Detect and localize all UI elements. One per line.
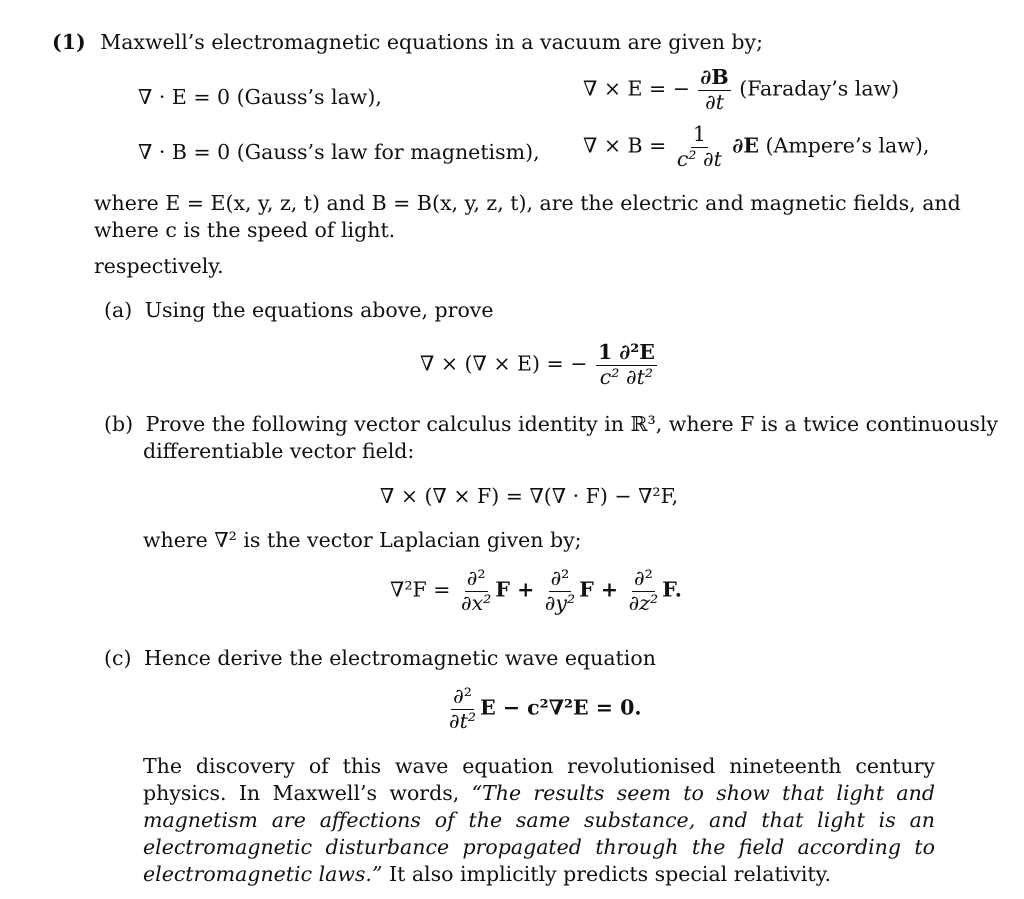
part-b-line-2: differentiable vector field:: [143, 439, 415, 463]
part-a: [104, 298, 494, 322]
part-c-label: (c): [104, 646, 132, 670]
part-b: [104, 412, 998, 436]
part-a-text: Using the equations above, prove: [144, 298, 494, 322]
discussion-paragraph: The discovery of this wave equation revolutionised nineteenth century physics. In Maxwell’s words, “The results seem to show that light and magnetism are affections of the same substance, and that light is an electromagnetic disturbance propagated through the field according to electromagnetic laws.” It also implicitly predicts special relativity.: [143, 754, 935, 886]
faraday-law-equation: ∇ × E = − $\frac{\partial B}{\partial t}$ (Faraday’s law): [583, 65, 900, 114]
where-line-3: respectively.: [94, 254, 224, 278]
wave-equation: $\frac{\text{∂²}}{\text{∂t²}}$ E − c²∇²E = 0.: [449, 684, 642, 733]
vector-identity-equation: ∇ × (∇ × F) = ∇(∇ · F) − ∇²F,: [380, 484, 679, 508]
question-number: (1): [52, 30, 86, 54]
gauss-magnetism-equation: ∇ · B = 0 (Gauss’s law for magnetism),: [138, 140, 540, 164]
intro-text: Maxwell’s electromagnetic equations in a vacuum are given by;: [100, 30, 764, 54]
question-header: [52, 30, 763, 54]
faraday-fraction: $\frac{\partial B}{\partial t}$: [700, 65, 729, 114]
part-c-text: Hence derive the electromagnetic wave equation: [144, 646, 656, 670]
part-b-label: (b): [104, 412, 134, 436]
ampere-law-equation: ∇ × B = $\frac{1}{\text{c² ∂t}}$ ∂E (Ampere’s law),: [583, 122, 930, 171]
laplacian-where-text: where ∇² is the vector Laplacian given by;: [143, 528, 582, 552]
ampere-coefficient-fraction: $\frac{1}{\text{c² ∂t}}$: [676, 122, 722, 171]
where-line-2: where c is the speed of light.: [94, 218, 396, 242]
maxwell-quote: “The results seem to show that light and magnetism are affections of the same substance, and that light is an electromagnetic disturbance propagated through the field according to electromagnetic laws.”: [143, 781, 935, 886]
where-line-1: where E = E(x, y, z, t) and B = B(x, y, z, t), are the electric and magnetic fields, and: [94, 191, 961, 215]
curl-curl-equation: ∇ × (∇ × E) = − $\frac{\text{1 ∂²E}}{\text{c² ∂t²}}$: [420, 340, 655, 389]
part-b-line-1: Prove the following vector calculus identity in ℝ³, where F is a twice continuously: [145, 412, 999, 436]
gauss-law-equation: ∇ · E = 0 (Gauss’s law),: [138, 85, 382, 109]
vector-laplacian-equation: ∇²F = $\frac{\text{∂²}}{\text{∂x²}}$ F + $\frac{\text{∂²}}{\text{∂y²}}$ F + $\frac{\text{∂²}}{\text{∂z²}}$ F.: [390, 566, 682, 615]
part-a-label: (a): [104, 298, 133, 322]
part-c: [104, 646, 656, 670]
